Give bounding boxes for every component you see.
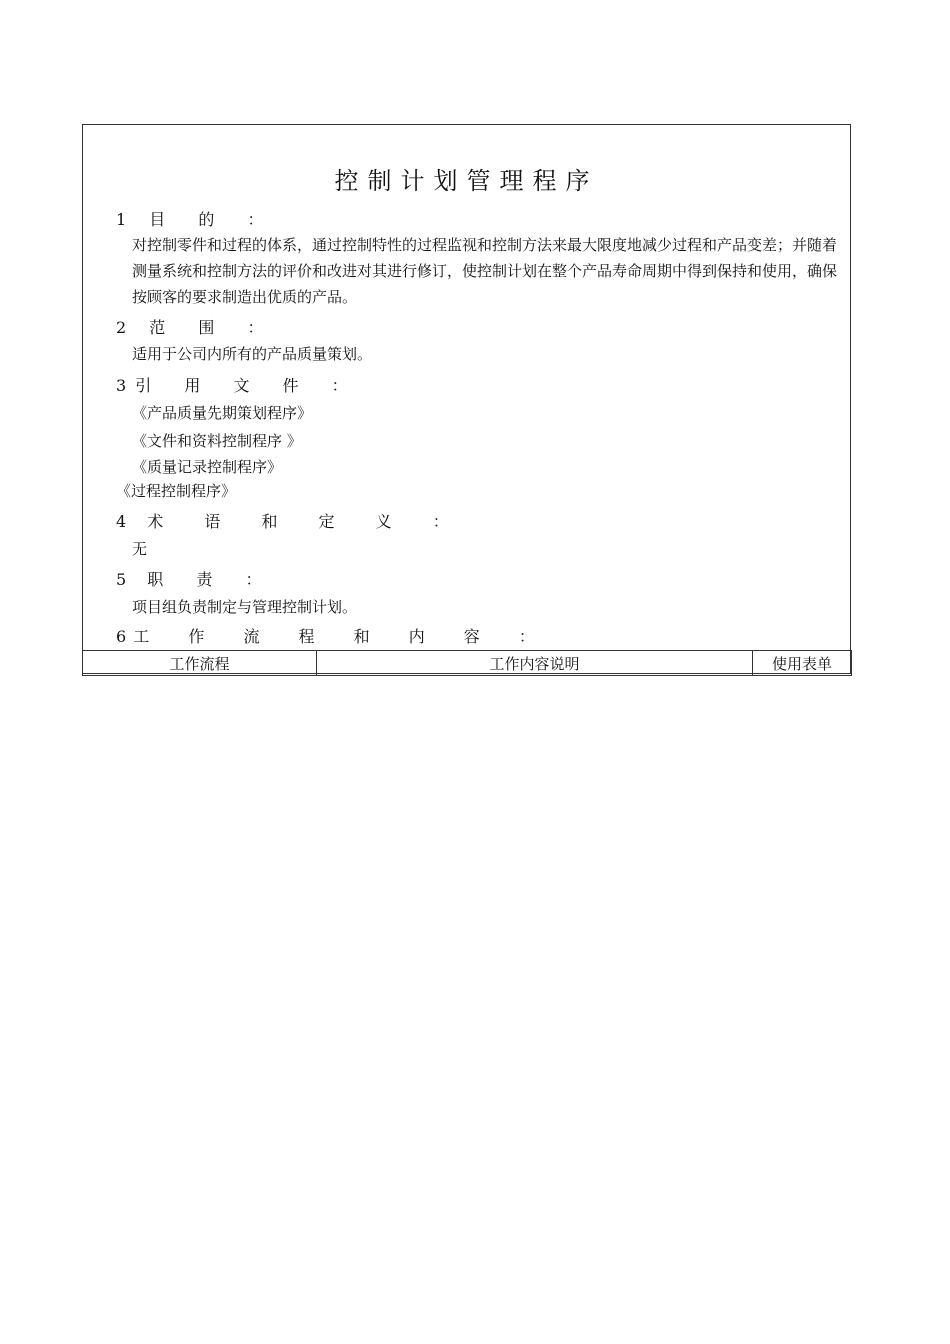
section-3-title: 引 用 文 件 ： xyxy=(135,376,362,395)
section-6-heading xyxy=(116,624,552,647)
page-title: 控制计划管理程序 xyxy=(334,167,599,195)
column-header-forms: 使用表单 xyxy=(753,651,852,676)
section-2-heading xyxy=(116,315,277,338)
section-4-title: 术 语 和 定 义 ： xyxy=(147,512,467,531)
section-1-body: 对控制零件和过程的体系，通过控制特性的过程监视和控制方法来最大限度地减少过程和产品变差；并随着测量系统和控制方法的评价和改进对其进行修订，使控制计划在整个产品寿命周期中得到保持和使用，确保按顾客的要求制造出优质的产品。 xyxy=(132,236,838,306)
workflow-table xyxy=(82,650,852,676)
reference-item: 《质量记录控制程序》 xyxy=(132,458,283,476)
section-5-title: 职 责 ： xyxy=(147,570,276,589)
section-5-body: 项目组负责制定与管理控制计划。 xyxy=(132,598,358,616)
section-2-title: 范 围 ： xyxy=(149,318,278,337)
section-5-number: 5 xyxy=(116,570,127,589)
reference-item: 《过程控制程序》 xyxy=(116,482,237,500)
reference-item: 《文件和资料控制程序 》 xyxy=(132,432,302,450)
section-6-number: 6 xyxy=(116,627,127,646)
section-4-heading xyxy=(116,509,467,532)
column-header-workflow: 工作流程 xyxy=(83,651,317,676)
section-1-title: 目 的 ： xyxy=(149,210,278,229)
document-frame xyxy=(82,124,851,674)
section-1-heading xyxy=(116,207,277,230)
section-1-number: 1 xyxy=(116,210,127,229)
section-6-title: 工 作 流 程 和 内 容 ： xyxy=(133,627,552,646)
reference-item: 《产品质量先期策划程序》 xyxy=(132,404,313,422)
section-3-heading xyxy=(116,373,362,396)
section-5-heading xyxy=(116,567,275,590)
section-2-number: 2 xyxy=(116,318,127,337)
section-2-body: 适用于公司内所有的产品质量策划。 xyxy=(132,345,373,363)
table-header-row xyxy=(83,651,852,676)
section-4-body: 无 xyxy=(132,540,148,558)
column-header-content: 工作内容说明 xyxy=(317,651,753,676)
section-4-number: 4 xyxy=(116,512,127,531)
section-3-number: 3 xyxy=(116,376,127,395)
